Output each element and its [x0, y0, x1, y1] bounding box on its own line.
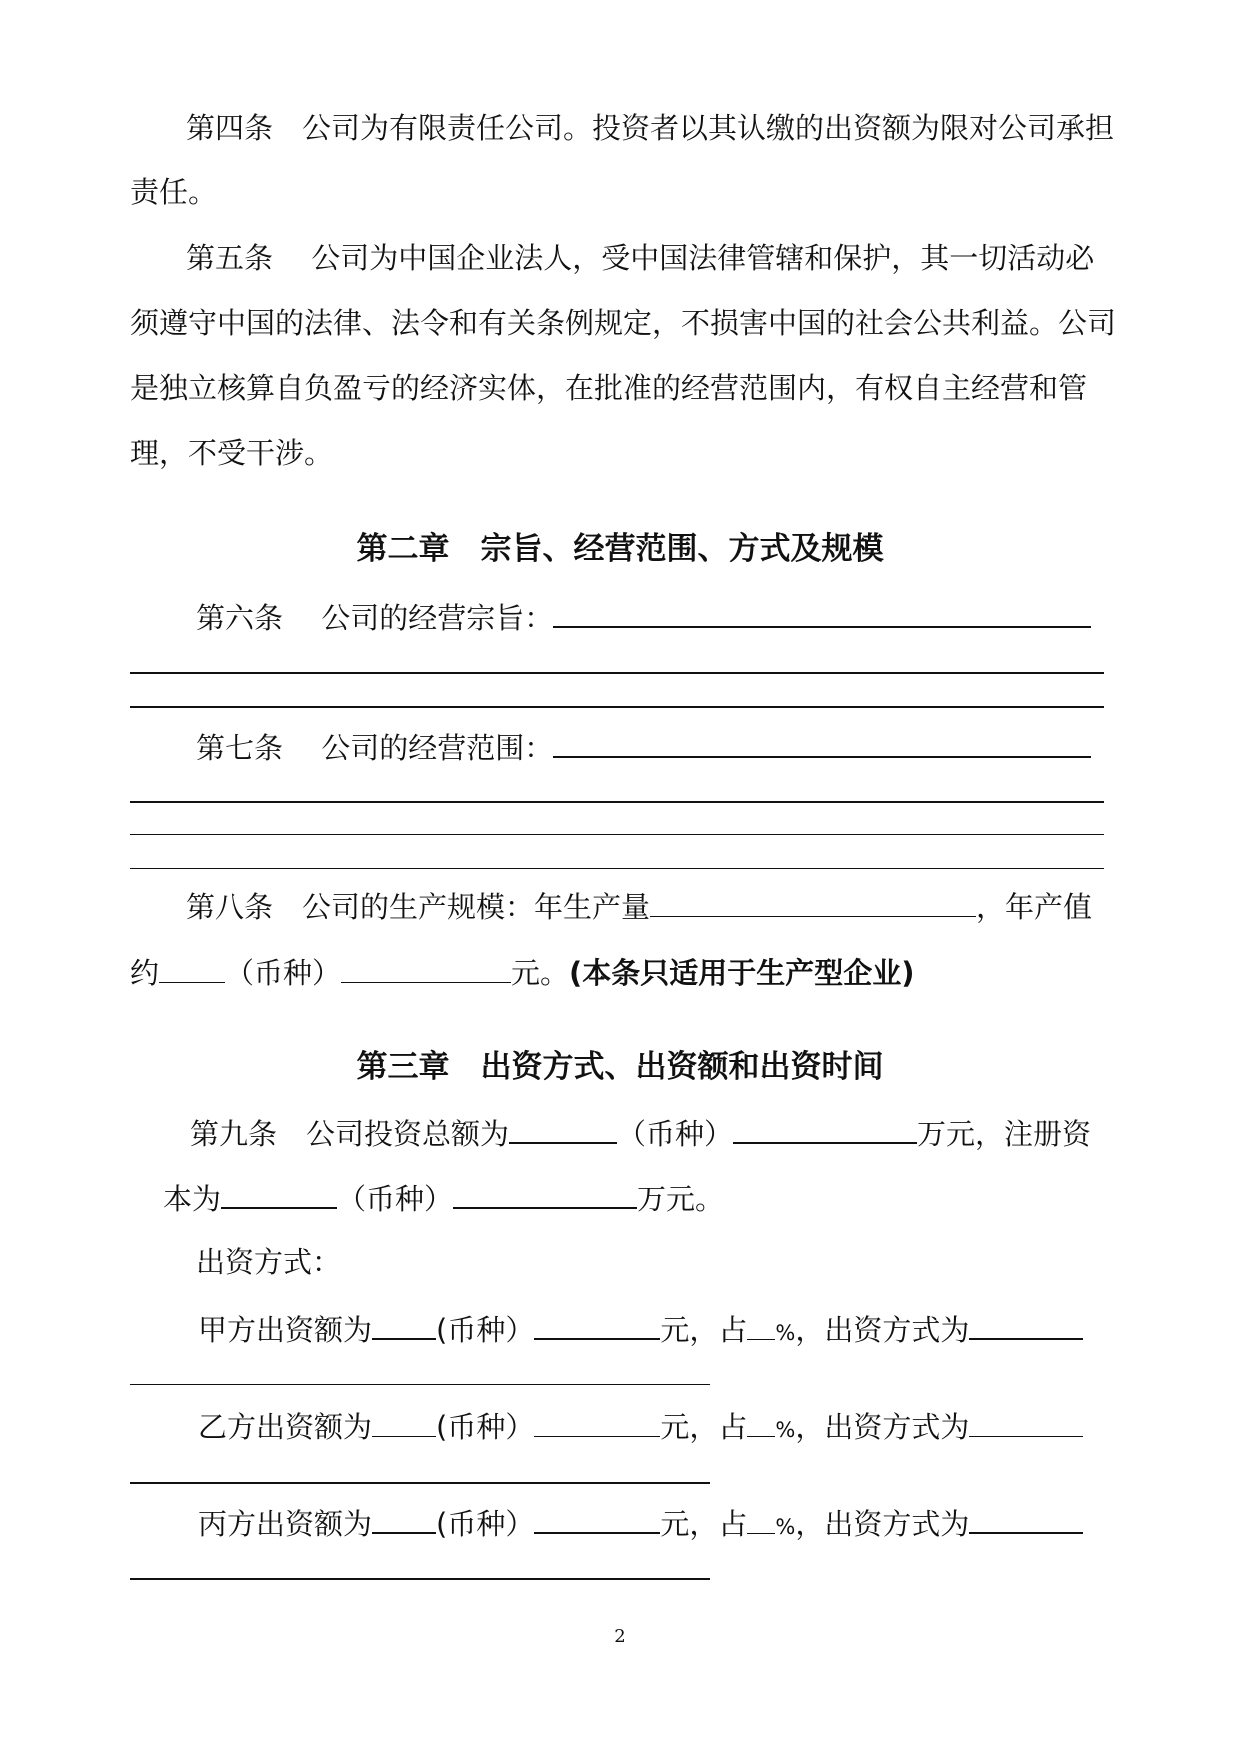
party-b-method-blank[interactable]	[969, 1406, 1083, 1437]
article-8-text-approx: 约	[130, 956, 160, 990]
article-6-label: 第六条 公司的经营宗旨：	[196, 601, 554, 635]
article-8-line-2	[130, 952, 915, 993]
party-b-method-label: ，出资方式为	[795, 1410, 970, 1444]
party-a-label: 甲方出资额为	[198, 1313, 373, 1347]
article-9-wan-yuan-label: 万元。	[637, 1182, 725, 1216]
party-c-currency-blank[interactable]	[372, 1502, 436, 1534]
party-c-method-blank[interactable]	[969, 1502, 1083, 1534]
article-5-line-4: 理，不受干涉。	[130, 436, 334, 470]
total-investment-currency-blank[interactable]	[509, 1112, 617, 1144]
party-c-yuan-label: 元，占	[660, 1507, 748, 1541]
registered-capital-amount-blank[interactable]	[453, 1177, 637, 1209]
article-9-currency-label-1: （币种）	[617, 1117, 734, 1151]
party-c-method-blank-line-2[interactable]	[130, 1578, 710, 1580]
party-b-label: 乙方出资额为	[198, 1410, 373, 1444]
party-a-method-blank-line-2[interactable]	[130, 1384, 710, 1385]
party-c-percent-blank[interactable]	[747, 1503, 775, 1534]
article-9-total-label: 第九条 公司投资总额为	[190, 1117, 510, 1151]
article-7-line	[196, 726, 1091, 768]
contribution-method-label: 出资方式：	[196, 1245, 342, 1279]
article-7-blank-line-2[interactable]	[130, 801, 1104, 803]
party-b-method-blank-line-2[interactable]	[130, 1482, 710, 1484]
article-9-registered-label: 万元，注册资	[917, 1117, 1092, 1151]
article-5-line-2: 须遵守中国的法律、法令和有关条例规定，不损害中国的社会公共利益。公司	[130, 306, 1117, 340]
article-4-line-1: 第四条 公司为有限责任公司。投资者以其认缴的出资额为限对公司承担	[186, 111, 1115, 145]
article-8-currency-label: （币种）	[225, 956, 342, 990]
party-c-currency-label: (币种）	[436, 1507, 535, 1541]
party-a-currency-label: (币种）	[436, 1313, 535, 1347]
article-8-prefix: 第八条 公司的生产规模：年生产量	[186, 890, 651, 924]
article-7-label: 第七条 公司的经营范围：	[196, 731, 554, 765]
article-8-yuan-label: 元。	[511, 956, 570, 990]
party-c-amount-blank[interactable]	[534, 1502, 660, 1534]
party-b-percent-blank[interactable]	[747, 1406, 775, 1437]
article-5-line-3: 是独立核算自负盈亏的经济实体，在批准的经营范围内，有权自主经营和管	[130, 371, 1088, 405]
party-b-percent-sign: %	[775, 1418, 796, 1442]
party-a-percent-sign: %	[775, 1321, 796, 1345]
party-b-currency-blank[interactable]	[372, 1406, 436, 1437]
article-8-line-1	[186, 886, 1092, 927]
chapter-3-heading: 第三章 出资方式、出资额和出资时间	[356, 1049, 884, 1085]
party-a-line	[198, 1308, 1083, 1353]
article-9-line-2	[163, 1177, 724, 1219]
article-9-capital-label: 本为	[163, 1182, 222, 1216]
annual-value-amount-blank[interactable]	[341, 952, 511, 983]
chapter-2-heading: 第二章 宗旨、经营范围、方式及规模	[356, 531, 884, 567]
party-a-currency-blank[interactable]	[372, 1308, 436, 1340]
article-8-note: (本条只适用于生产型企业)	[569, 956, 915, 990]
party-a-method-blank[interactable]	[969, 1308, 1083, 1340]
party-c-percent-sign: %	[775, 1515, 796, 1539]
party-a-method-label: ，出资方式为	[795, 1313, 970, 1347]
article-7-blank-line-4[interactable]	[130, 868, 1104, 869]
party-b-line	[198, 1406, 1083, 1450]
party-c-label: 丙方出资额为	[198, 1507, 373, 1541]
article-9-line-1	[190, 1112, 1091, 1154]
article-7-blank-line-3[interactable]	[130, 834, 1104, 835]
total-investment-amount-blank[interactable]	[733, 1112, 917, 1144]
party-c-method-label: ，出资方式为	[795, 1507, 970, 1541]
article-5-line-1: 第五条 公司为中国企业法人，受中国法律管辖和保护，其一切活动必	[186, 241, 1095, 275]
article-8-suffix: ，年产值	[976, 890, 1093, 924]
article-4-line-2: 责任。	[130, 175, 218, 209]
article-9-currency-label-2: （币种）	[337, 1182, 454, 1216]
article-6-line	[196, 596, 1091, 638]
page-number: 2	[614, 1626, 626, 1647]
article-6-blank-line-2[interactable]	[130, 672, 1104, 674]
annual-value-currency-blank[interactable]	[159, 952, 225, 983]
article-6-blank-line-3[interactable]	[130, 706, 1104, 708]
article-7-scope-blank[interactable]	[553, 726, 1091, 758]
party-a-amount-blank[interactable]	[534, 1308, 660, 1340]
party-b-currency-label: (币种）	[436, 1410, 535, 1444]
registered-capital-currency-blank[interactable]	[221, 1177, 337, 1209]
party-a-percent-blank[interactable]	[747, 1309, 775, 1340]
party-b-amount-blank[interactable]	[534, 1406, 660, 1437]
party-b-yuan-label: 元，占	[660, 1410, 748, 1444]
annual-output-blank[interactable]	[650, 886, 976, 917]
article-6-purpose-blank[interactable]	[553, 596, 1091, 628]
party-c-line	[198, 1502, 1083, 1547]
party-a-yuan-label: 元，占	[660, 1313, 748, 1347]
